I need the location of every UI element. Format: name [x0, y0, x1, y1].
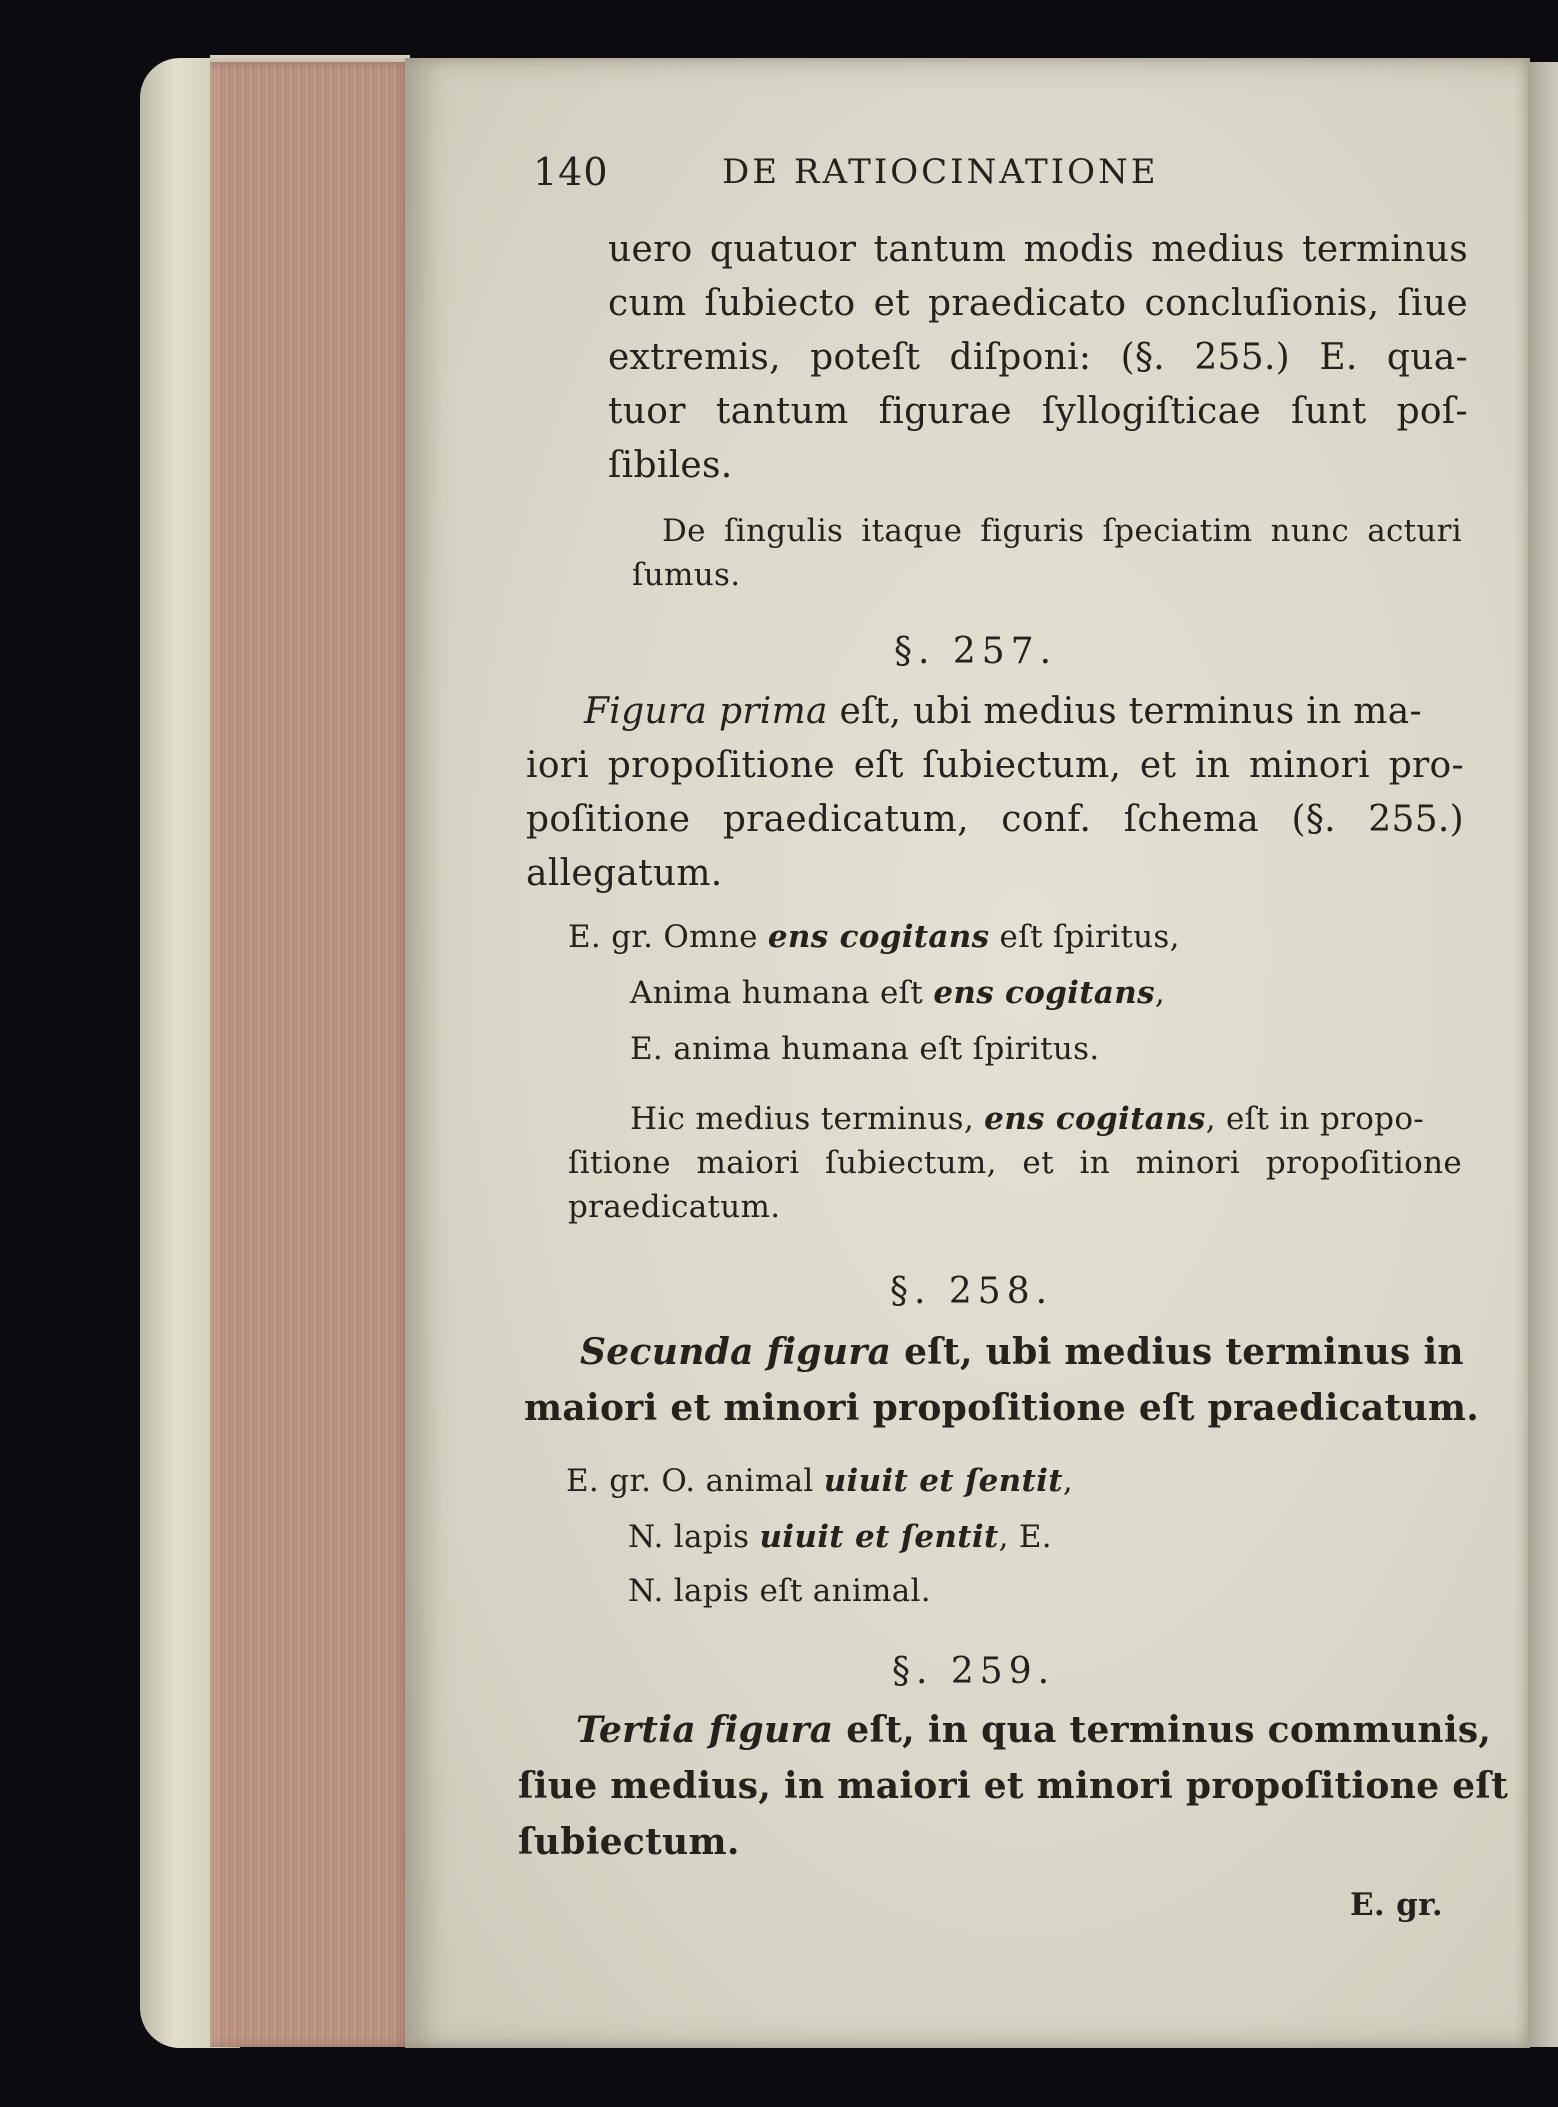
intro-line-5: ſibiles. [608, 445, 733, 486]
sec257-line-4: allegatum. [526, 853, 723, 894]
ex258-2c: , E. [998, 1519, 1052, 1555]
sec258-line-2: maiori et minori propoſitione eſt praedicatum. [524, 1387, 1480, 1429]
intro-line-3: extremis, poteſt diſponi: (§. 255.) E. qua- [608, 337, 1468, 378]
note-line-2: ſumus. [632, 557, 741, 593]
n257-1b: ens cogitans [984, 1101, 1206, 1137]
n257-1c: , eſt in propo- [1205, 1101, 1425, 1137]
ex258-1a: E. gr. O. animal [566, 1463, 824, 1499]
section-258-heading: §. 258. [890, 1271, 1054, 1312]
ex258-1b: uiuit et ſentit [823, 1463, 1063, 1499]
ex257-1c: eſt ſpiritus, [989, 919, 1180, 955]
sec257-example-1 [568, 918, 1180, 956]
sec257-note-2: ſitione maiori ſubiectum, et in minori propoſitione [568, 1145, 1462, 1181]
ex258-1c: , [1062, 1463, 1073, 1499]
sec259-line-2: ſiue medius, in maiori et minori propoſitione eſt [518, 1765, 1509, 1807]
sec257-example-2 [630, 974, 1165, 1012]
sec257-line-1-text: eſt, ubi medius terminus in ma- [827, 691, 1422, 732]
section-259-heading: §. 259. [892, 1651, 1056, 1692]
intro-line-4: tuor tantum figurae ſyllogiſticae ſunt poſ- [608, 391, 1468, 432]
ex257-2b: ens cogitans [933, 975, 1155, 1011]
sec258-example-3: N. lapis eſt animal. [628, 1573, 931, 1609]
note-line-1: De ſingulis itaque figuris ſpeciatim nunc acturi [662, 513, 1462, 549]
catchword: E. gr. [1350, 1887, 1443, 1923]
sec257-line-1 [584, 690, 1464, 734]
n257-1a: Hic medius terminus, [630, 1101, 985, 1137]
intro-line-2: cum ſubiecto et praedicato concluſionis, ſiue [608, 283, 1468, 324]
section-257-heading: §. 257. [894, 631, 1058, 672]
ex257-2a: Anima humana eſt [630, 975, 934, 1011]
sec258-term-a: Secunda [580, 1331, 754, 1373]
intro-line-1: uero quatuor tantum modis medius terminus [608, 229, 1468, 270]
sec258-term-b: figura [766, 1331, 892, 1373]
sec259-term: Tertia figura [576, 1709, 834, 1751]
sec257-example-3: E. anima humana eſt ſpiritus. [630, 1031, 1100, 1067]
sec257-line-2: iori propoſitione eſt ſubiectum, et in minori pro- [526, 745, 1464, 786]
running-title: DE RATIOCINATIONE [722, 152, 1159, 192]
sec258-example-1 [566, 1462, 1073, 1500]
ex257-2c: , [1154, 975, 1166, 1011]
sec257-note-1 [630, 1100, 1462, 1138]
sec259-line-1-rest: eſt, in qua terminus communis, [833, 1709, 1492, 1751]
sec257-line-3: poſitione praedicatum, conf. ſchema (§. 255.) [526, 799, 1464, 840]
sec257-note-3: praedicatum. [568, 1189, 781, 1225]
ex258-2a: N. lapis [628, 1519, 760, 1555]
ex257-1a: E. gr. Omne [568, 919, 768, 955]
sec259-line-1 [576, 1708, 1492, 1752]
sec257-term: Figura prima [584, 691, 828, 732]
ex257-1b: ens cogitans [767, 919, 990, 955]
sec258-line-1 [580, 1330, 1462, 1374]
sec258-line-1-rest: eſt, ubi medius terminus in [891, 1331, 1464, 1373]
ex258-2b: uiuit et ſentit [759, 1519, 999, 1555]
sec258-example-2 [628, 1518, 1052, 1556]
page-number: 140 [533, 150, 609, 194]
sec259-line-3: ſubiectum. [518, 1821, 740, 1863]
